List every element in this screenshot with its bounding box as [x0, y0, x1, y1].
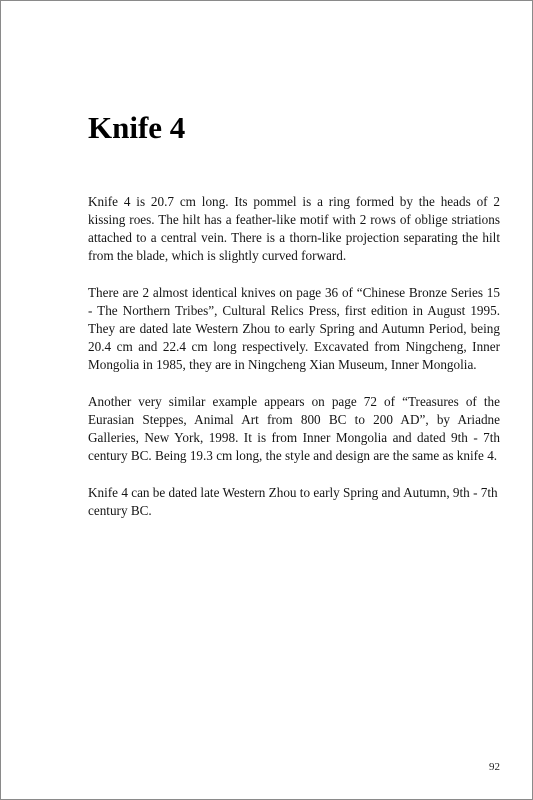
paragraph-dating-conclusion: Knife 4 can be dated late Western Zhou to early Spring and Autumn, 9th - 7th century BC. — [88, 485, 498, 518]
body-text — [88, 193, 500, 539]
paragraph-comparison-eurasian-steppes: Another very similar example appears on page 72 of “Treasures of the Eurasian Steppes, Animal Art from 800 BC to 200 AD”, by Ariadne Galleries, New York, 1998. It is from Inner Mongolia and dated 9th - 7th century BC. Being 19.3 cm long, the style and design are the same as knife 4. — [88, 394, 500, 463]
paragraph-comparison-chinese-bronze: There are 2 almost identical knives on page 36 of “Chinese Bronze Series 15 - The Northern Tribes”, Cultural Relics Press, first edition in August 1995. They are dated late Western Zhou to early Spring and Autumn Period, being 20.4 cm and 22.4 cm long respectively. Excavated from Ningcheng, Inner Mongolia in 1985, they are in Ningcheng Xian Museum, Inner Mongolia. — [88, 285, 500, 372]
page-title: Knife 4 — [88, 110, 186, 145]
page-number: 92 — [489, 761, 500, 773]
paragraph-description: Knife 4 is 20.7 cm long. Its pommel is a ring formed by the heads of 2 kissing roes. The hilt has a feather-like motif with 2 rows of oblige striations attached to a central vein. There is a thorn-like projection separating the hilt from the blade, which is slightly curved forward. — [88, 194, 500, 263]
